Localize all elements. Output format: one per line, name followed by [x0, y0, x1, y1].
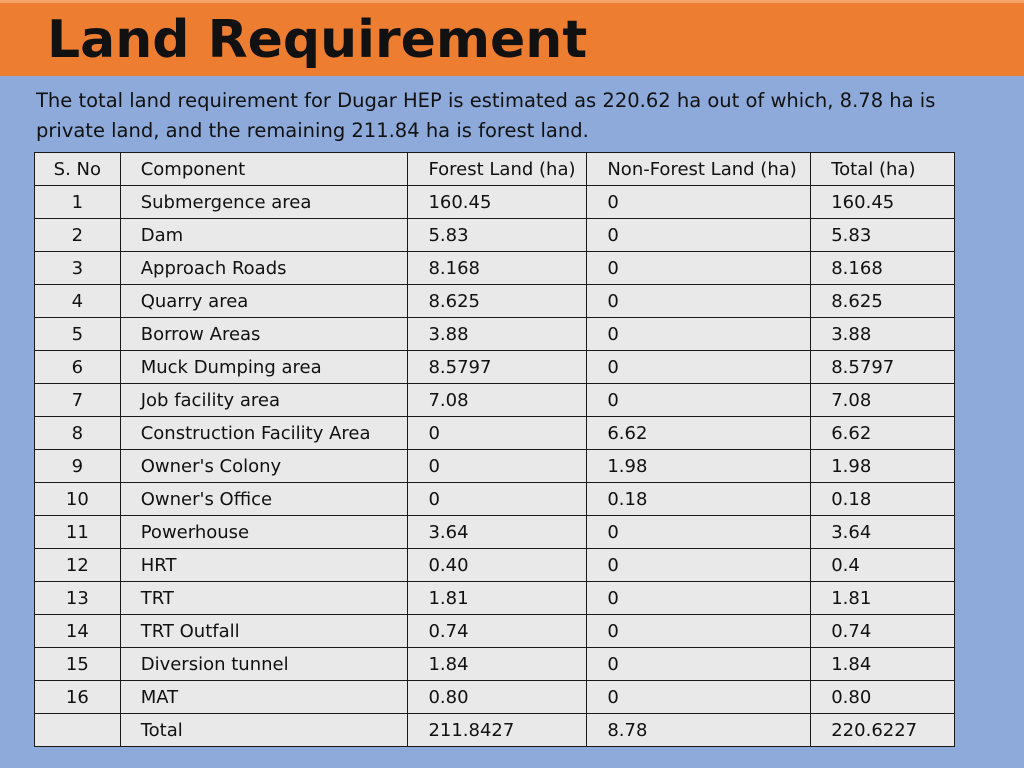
cell-sno: 8 [35, 417, 121, 450]
table-body [35, 186, 955, 714]
cell-component: TRT [120, 582, 408, 615]
cell-non-forest-land: 0 [587, 549, 811, 582]
table-row [35, 582, 955, 615]
cell-non-forest-land: 0 [587, 285, 811, 318]
cell-total: 220.6227 [811, 714, 955, 747]
cell-sno: 1 [35, 186, 121, 219]
cell-forest-land: 1.81 [408, 582, 587, 615]
table-row [35, 648, 955, 681]
cell-forest-land: 8.5797 [408, 351, 587, 384]
cell-sno: 16 [35, 681, 121, 714]
table-row [35, 318, 955, 351]
cell-sno: 6 [35, 351, 121, 384]
cell-sno: 2 [35, 219, 121, 252]
column-header-component: Component [120, 153, 408, 186]
column-header-forest-land: Forest Land (ha) [408, 153, 587, 186]
cell-component: HRT [120, 549, 408, 582]
cell-non-forest-land: 0 [587, 681, 811, 714]
intro-paragraph: The total land requirement for Dugar HEP is estimated as 220.62 ha out of which, 8.78 ha is private land, and the remaining 211.84 ha is forest land. [36, 89, 936, 142]
table-row [35, 219, 955, 252]
cell-sno: 10 [35, 483, 121, 516]
cell-total: 7.08 [811, 384, 955, 417]
cell-total: 160.45 [811, 186, 955, 219]
cell-forest-land: 160.45 [408, 186, 587, 219]
cell-total: 3.64 [811, 516, 955, 549]
cell-non-forest-land: 1.98 [587, 450, 811, 483]
cell-sno: 14 [35, 615, 121, 648]
table-row [35, 252, 955, 285]
cell-forest-land: 0.40 [408, 549, 587, 582]
cell-forest-land: 0.74 [408, 615, 587, 648]
cell-non-forest-land: 8.78 [587, 714, 811, 747]
cell-total: 0.18 [811, 483, 955, 516]
cell-total: 1.98 [811, 450, 955, 483]
cell-sno: 7 [35, 384, 121, 417]
cell-non-forest-land: 0 [587, 186, 811, 219]
cell-forest-land: 1.84 [408, 648, 587, 681]
table-row [35, 483, 955, 516]
cell-total: 0.80 [811, 681, 955, 714]
cell-forest-land: 3.88 [408, 318, 587, 351]
table-row [35, 450, 955, 483]
table-total-row [35, 714, 955, 747]
cell-sno: 5 [35, 318, 121, 351]
cell-component: TRT Outfall [120, 615, 408, 648]
cell-component: Powerhouse [120, 516, 408, 549]
cell-total: 8.5797 [811, 351, 955, 384]
cell-component: Borrow Areas [120, 318, 408, 351]
cell-component: Diversion tunnel [120, 648, 408, 681]
cell-component: Owner's Colony [120, 450, 408, 483]
table-row [35, 615, 955, 648]
cell-non-forest-land: 0 [587, 384, 811, 417]
column-header-total: Total (ha) [811, 153, 955, 186]
table-row [35, 516, 955, 549]
table-row [35, 417, 955, 450]
cell-non-forest-land: 0.18 [587, 483, 811, 516]
page-title: Land Requirement [47, 10, 588, 70]
cell-non-forest-land: 0 [587, 648, 811, 681]
table-row [35, 384, 955, 417]
table-row [35, 186, 955, 219]
cell-non-forest-land: 0 [587, 351, 811, 384]
table-row [35, 549, 955, 582]
cell-total: 6.62 [811, 417, 955, 450]
cell-non-forest-land: 0 [587, 252, 811, 285]
title-bar [0, 0, 1024, 76]
cell-component: Job facility area [120, 384, 408, 417]
table-header-row [35, 153, 955, 186]
cell-non-forest-land: 0 [587, 615, 811, 648]
cell-sno: 12 [35, 549, 121, 582]
cell-forest-land: 5.83 [408, 219, 587, 252]
cell-total: 3.88 [811, 318, 955, 351]
column-header-non-forest-land: Non-Forest Land (ha) [587, 153, 811, 186]
cell-non-forest-land: 0 [587, 582, 811, 615]
table-row [35, 351, 955, 384]
cell-forest-land: 0 [408, 450, 587, 483]
cell-sno: 3 [35, 252, 121, 285]
cell-sno [35, 714, 121, 747]
cell-component: Dam [120, 219, 408, 252]
cell-forest-land: 0 [408, 417, 587, 450]
cell-sno: 11 [35, 516, 121, 549]
cell-forest-land: 7.08 [408, 384, 587, 417]
cell-forest-land: 8.625 [408, 285, 587, 318]
cell-component: Construction Facility Area [120, 417, 408, 450]
cell-sno: 15 [35, 648, 121, 681]
cell-total: 5.83 [811, 219, 955, 252]
cell-sno: 9 [35, 450, 121, 483]
cell-non-forest-land: 6.62 [587, 417, 811, 450]
table-row [35, 285, 955, 318]
cell-component: Owner's Office [120, 483, 408, 516]
cell-total: 8.625 [811, 285, 955, 318]
cell-component: Approach Roads [120, 252, 408, 285]
cell-forest-land: 3.64 [408, 516, 587, 549]
column-header-sno: S. No [35, 153, 121, 186]
cell-total: 0.74 [811, 615, 955, 648]
cell-sno: 13 [35, 582, 121, 615]
cell-component: Muck Dumping area [120, 351, 408, 384]
cell-forest-land: 0.80 [408, 681, 587, 714]
cell-component: Total [120, 714, 408, 747]
cell-component: Submergence area [120, 186, 408, 219]
cell-total: 1.84 [811, 648, 955, 681]
cell-component: MAT [120, 681, 408, 714]
cell-non-forest-land: 0 [587, 318, 811, 351]
cell-forest-land: 211.8427 [408, 714, 587, 747]
cell-total: 8.168 [811, 252, 955, 285]
cell-non-forest-land: 0 [587, 516, 811, 549]
cell-component: Quarry area [120, 285, 408, 318]
cell-sno: 4 [35, 285, 121, 318]
cell-forest-land: 0 [408, 483, 587, 516]
cell-total: 0.4 [811, 549, 955, 582]
cell-total: 1.81 [811, 582, 955, 615]
cell-forest-land: 8.168 [408, 252, 587, 285]
cell-non-forest-land: 0 [587, 219, 811, 252]
table-row [35, 681, 955, 714]
land-requirement-table [34, 152, 955, 747]
